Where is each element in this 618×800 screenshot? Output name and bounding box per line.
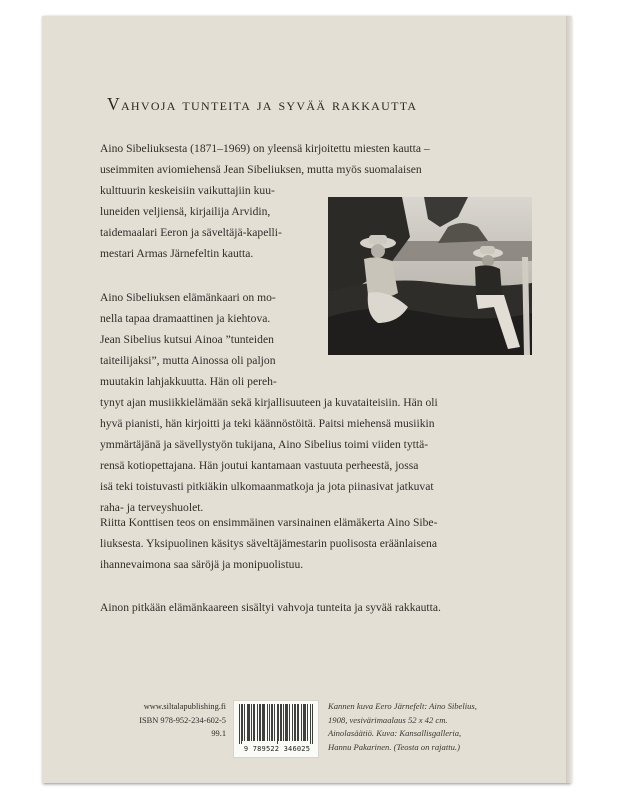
text-line: tynyt ajan musiikkielämään sekä kirjallisuuteen ja kuvataiteisiin. Hän oli — [100, 396, 438, 409]
barcode-bar — [244, 704, 245, 741]
barcode-bar — [304, 704, 305, 741]
credit-line: Ainolasäätiö. Kuva: Kansallisgalleria, — [328, 728, 462, 738]
barcode-bar — [301, 704, 302, 741]
text-line: rensä kotiopettajana. Hän joutui kantamaan vastuuta perheestä, jossa — [100, 459, 419, 472]
text-line: ymmärtäjänä ja sävellystyön tukijana, Aino Sibelius toimi viiden tyttä- — [100, 438, 429, 451]
barcode-digits: 9 789522 346025 — [243, 745, 311, 753]
barcode-bar — [292, 704, 293, 741]
barcode-bar — [257, 704, 258, 741]
barcode-bar — [289, 704, 290, 741]
barcode-bar — [254, 704, 255, 741]
barcode-bar — [298, 704, 299, 741]
barcode-bar — [247, 704, 248, 741]
barcode-bar — [312, 704, 313, 744]
barcode-bar — [287, 704, 288, 741]
text-line: muutakin lahjakkuutta. Hän oli pereh- — [100, 375, 277, 388]
text-line: luneiden veljiensä, kirjailija Arvidin, — [100, 205, 271, 218]
text-line: taidemaalari Eeron ja säveltäjä-kapelli- — [100, 226, 282, 239]
barcode-bar — [286, 704, 287, 741]
barcode-bar — [269, 704, 270, 741]
barcode-bar — [248, 704, 249, 741]
paragraph-life-arc — [100, 287, 520, 518]
barcode-bar — [295, 704, 296, 741]
barcode-bar — [259, 704, 260, 741]
barcode-bar — [242, 704, 243, 741]
barcode-bar — [249, 704, 250, 741]
paragraph-biography — [100, 512, 520, 575]
text-line: taiteilijaksi”, mutta Ainossa oli paljon — [100, 354, 276, 367]
classification-code: 99.1 — [211, 729, 226, 738]
cover-image-credit — [328, 700, 528, 754]
barcode — [233, 700, 319, 758]
cover-title: Vahvoja tunteita ja syvää rakkautta — [107, 94, 418, 114]
text-line: Aino Sibeliuksen elämänkaari on mo- — [100, 291, 276, 304]
isbn-text: ISBN 978-952-234-602-5 — [139, 715, 226, 725]
publisher-website: www.siltalapublishing.fi — [143, 702, 226, 711]
barcode-bar — [307, 704, 308, 741]
barcode-bar — [253, 704, 254, 741]
book-spine — [566, 16, 572, 783]
paragraph-closing — [100, 597, 520, 618]
barcode-bar — [241, 704, 242, 744]
text-line: Jean Sibelius kutsui Ainoa ”tunteiden — [100, 333, 274, 346]
text-line: kulttuurin keskeisiin vaikuttajiin kuu- — [100, 184, 275, 197]
text-line: Ainon pitkään elämänkaareen sisältyi vahvoja tunteita ja syvää rakkautta. — [100, 601, 441, 614]
text-line: Aino Sibeliuksesta (1871–1969) on yleensä kirjoitettu miesten kautta – — [100, 142, 430, 155]
barcode-bar — [283, 704, 284, 741]
barcode-bar — [264, 704, 265, 741]
barcode-bar — [280, 704, 281, 741]
barcode-bar — [297, 704, 298, 741]
barcode-bar — [285, 704, 286, 741]
text-line: liuksesta. Yksipuolinen käsitys säveltäjämestarin puolisosta eräänlaisena — [100, 537, 437, 550]
text-line: raha- ja terveyshuolet. — [100, 501, 204, 514]
text-line: hyvä pianisti, hän kirjoitti ja teki käännöstöitä. Paitsi miehensä musiikin — [100, 417, 435, 430]
text-line: mestari Armas Järnefeltin kautta. — [100, 247, 254, 260]
barcode-bar — [260, 704, 261, 741]
barcode-bar — [272, 704, 273, 741]
text-line: nella tapaa dramaattinen ja kiehtova. — [100, 312, 271, 325]
credit-line: Hannu Pakarinen. (Teosta on rajattu.) — [328, 741, 460, 752]
barcode-bar — [271, 704, 272, 741]
text-line: useimmiten aviomiehensä Jean Sibeliuksen, mutta myös suomalaisen — [100, 163, 422, 176]
barcode-bar — [277, 704, 278, 744]
credit-line: Kannen kuva Eero Järnefelt: Aino Sibelius, — [328, 701, 477, 711]
text-line: ihannevaimona saa säröjä ja monipuolistuu. — [100, 558, 304, 571]
barcode-bar — [262, 704, 263, 741]
barcode-bar — [281, 704, 282, 741]
barcode-bars — [238, 704, 314, 744]
barcode-bar — [278, 704, 279, 741]
barcode-bar — [310, 704, 311, 744]
barcode-bar — [303, 704, 304, 741]
credit-line: 1908, vesivärimaalaus 52 x 42 cm. — [328, 714, 448, 725]
barcode-bar — [305, 704, 306, 741]
barcode-bar — [267, 704, 268, 741]
barcode-bar — [263, 704, 264, 741]
publisher-info — [130, 700, 226, 741]
text-line: Riitta Konttisen teos on ensimmäinen varsinainen elämäkerta Aino Sibe- — [100, 516, 438, 529]
text-line: isä teki toistuvasti pitkiäkin ulkomaanmatkoja ja jota piinasivat jatkuvat — [100, 480, 434, 493]
barcode-bar — [239, 704, 240, 744]
barcode-bar — [294, 704, 295, 741]
barcode-bar — [251, 704, 252, 741]
barcode-bar — [274, 704, 275, 741]
